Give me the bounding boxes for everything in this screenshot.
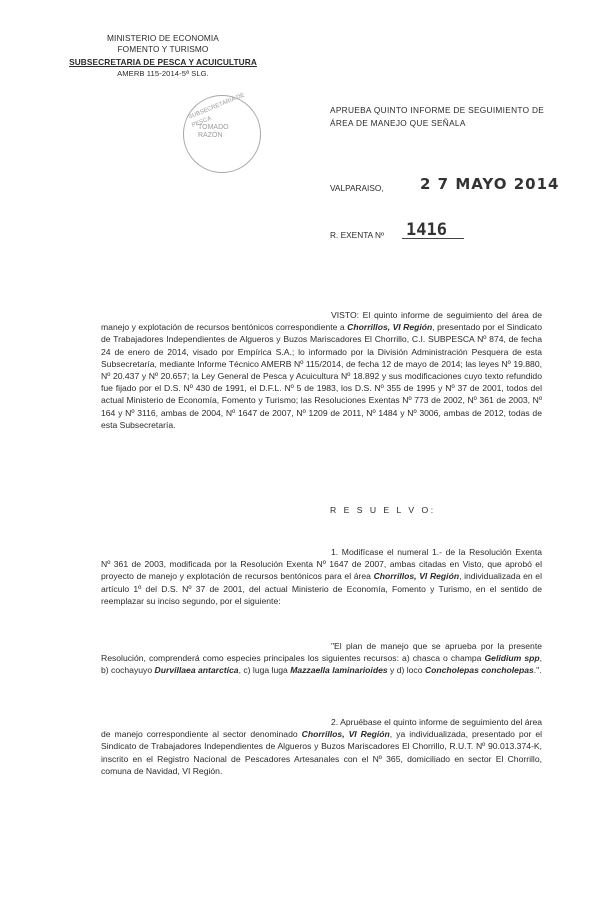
resuelvo-heading: R E S U E L V O:	[330, 505, 436, 515]
ministry-subtitle: FOMENTO Y TURISMO	[117, 44, 209, 54]
stamp-line-1: TOMADO	[198, 124, 229, 131]
art1-text-b: , individualizada en el artículo 1º del D.S. Nº 37 de 2001, del actual Ministerio de Economía, Fomento y Turismo, en el sentido de reemplazar su inciso segundo, por el siguiente:	[101, 571, 542, 606]
quote-text-c: , c) luga luga	[238, 665, 291, 676]
place: VALPARAISO,	[330, 183, 384, 193]
subsecretaria-name: SUBSECRETARIA DE PESCA Y ACUICULTURA	[69, 57, 257, 67]
place-and-date	[330, 174, 570, 204]
quoted-paragraph	[101, 640, 542, 677]
art1-place: Chorrillos, VI Región	[373, 571, 460, 582]
quote-text-a: "El plan de manejo que se aprueba por la presente Resolución, comprenderá como especies principales los siguientes recursos: a) chasca o champa	[101, 641, 542, 664]
reference-code: AMERB 115-2014-5ª SLG.	[117, 69, 209, 78]
quote-text-e: .".	[533, 665, 542, 676]
quote-text-b: , b) cochayuyo	[101, 653, 542, 676]
resolution-value: 1416	[406, 220, 447, 240]
resolution-number	[330, 218, 570, 248]
art1-text-a: 1. Modifícase el numeral 1.- de la Resolución Exenta Nº 361 de 2003, modificada por la Resolución Exenta Nº 1647 de 2007, ambas citadas en Visto, que aprobó el proyecto de manejo y explotación de recursos bentónicos para el área	[101, 547, 542, 582]
species-durvillaea: Durvillaea antarctica	[154, 665, 239, 676]
species-mazzaella: Mazzaella laminarioides	[290, 665, 388, 676]
date-stamp: 2 7 MAYO 2014	[420, 175, 560, 193]
article-2	[101, 716, 542, 777]
visto-paragraph	[101, 309, 542, 431]
quote-text-d: y d) loco	[387, 665, 425, 676]
official-stamp	[183, 92, 261, 173]
stamp-ring-text: SUBSECRETARIA DE PESCA	[187, 92, 246, 129]
art2-text-a: 2. Apruébase el quinto informe de seguimiento del área de manejo correspondiente al sector denominado	[101, 717, 542, 740]
art2-place: Chorrillos, VI Región	[301, 729, 390, 740]
stamp-line-2: RAZÓN	[198, 132, 223, 140]
species-gelidium: Gelidium spp	[484, 653, 540, 664]
resolution-label: R. EXENTA Nº	[330, 230, 385, 240]
article-1	[101, 546, 542, 607]
art2-text-b: , ya individualizada, presentado por el Sindicato de Trabajadores Independientes de Algueros y Buzos Mariscadores El Chorrillo, R.U.T. Nº 90.013.374-K, inscrito en el Registro Nacional de Pescadores Artesanales con el Nº 365, domiciliado en sector El Chorrillo, comuna de Navidad, VI Región.	[101, 729, 543, 776]
ministry-name: MINISTERIO DE ECONOMIA	[107, 33, 219, 43]
letterhead	[68, 33, 258, 83]
visto-place: Chorrillos, VI Región	[347, 322, 433, 333]
document-subject: APRUEBA QUINTO INFORME DE SEGUIMIENTO DE ÁREA DE MANEJO QUE SEÑALA	[330, 105, 545, 128]
visto-text-a: VISTO: El quinto informe de seguimiento del área de manejo y explotación de recursos bentónicos correspondiente a	[101, 310, 542, 333]
visto-text-b: , presentado por el Sindicato de Trabajadores Independientes de Algueros y Buzos Mariscadores El Chorrillo, C.I. SUBPESCA Nº 874, de fecha 24 de enero de 2014, visado por Empírica S.A.; lo informado por la División Administración Pesquera de esta Subsecretaría, mediante Informe Técnico AMERB Nº 115/2014, de fecha 12 de mayo de 2014; las leyes Nº 19.880, Nº 20.437 y Nº 20.657; la Ley General de Pesca y Acuicultura Nº 18.892 y sus modificaciones cuyo texto refundido fue fijado por el D.S. Nº 430 de 1991, el D.F.L. Nº 5 de 1983, los D.S. Nº 355 de 1995 y Nº 37 de 2001, todos del actual Ministerio de Economía, Fomento y Turismo; las Resoluciones Exentas Nº 773 de 2002, Nº 361 de 2003, Nº 164 y Nº 3116, ambas de 2004, Nº 1647 de 2007, Nº 1209 de 2011, Nº 1484 y Nº 3006, ambas de 2012, todas de esta Subsecretaría.	[101, 322, 542, 430]
species-concholepas: Concholepas concholepas	[424, 665, 534, 676]
